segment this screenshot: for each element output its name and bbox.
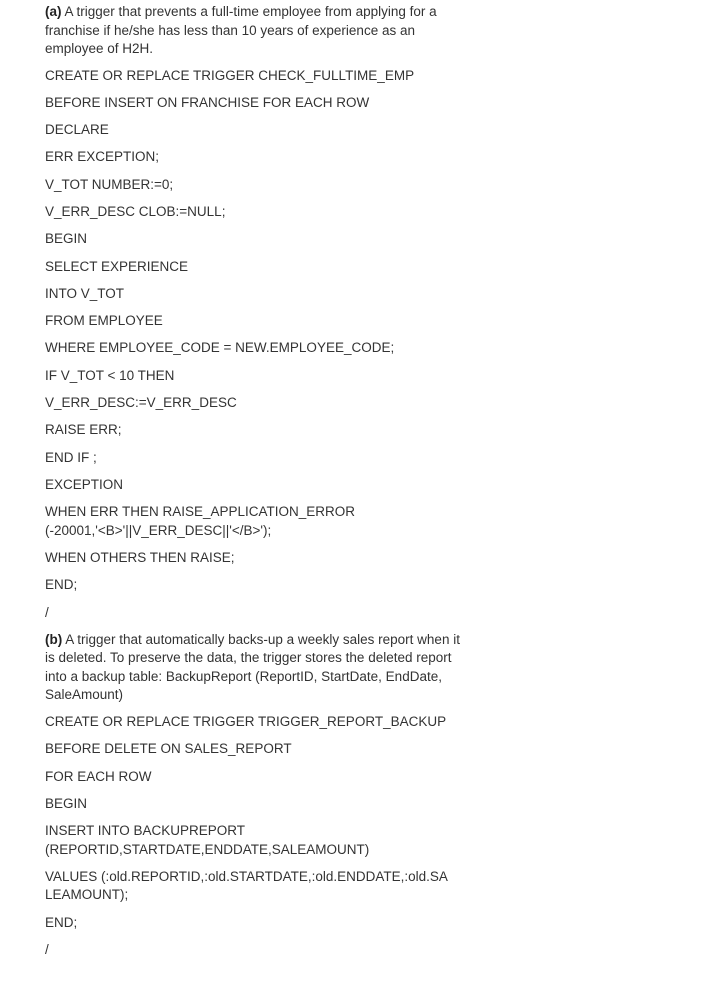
code-line: END;	[45, 577, 78, 593]
code-line: RAISE ERR;	[45, 422, 122, 438]
document-body	[45, 0, 465, 968]
part-a-code	[45, 67, 465, 623]
code-line: END IF ;	[45, 449, 97, 465]
code-line: END;	[45, 914, 78, 930]
part-b-label: (b)	[45, 631, 63, 647]
code-line: INTO V_TOT	[45, 285, 125, 301]
code-line: DECLARE	[45, 122, 109, 138]
part-a-label: (a)	[45, 4, 62, 19]
code-line: BEGIN	[45, 231, 88, 247]
code-line: VALUES (:old.REPORTID,:old.STARTDATE,:old.ENDDATE,:old.SALEAMOUNT);	[45, 868, 448, 903]
code-line: IF V_TOT < 10 THEN	[45, 367, 175, 383]
part-b-code	[45, 713, 465, 960]
code-line: FOR EACH ROW	[45, 768, 152, 784]
part-b-text: A trigger that automatically backs-up a weekly sales report when it is deleted. To preserve the data, the trigger stores the deleted report into a backup table: BackupReport (ReportID, StartDate, EndDate, SaleAmount)	[45, 631, 460, 703]
code-line: CREATE OR REPLACE TRIGGER TRIGGER_REPORT_BACKUP	[45, 713, 447, 729]
code-line: WHEN ERR THEN RAISE_APPLICATION_ERROR (-20001,'<B>'||V_ERR_DESC||'</B>');	[45, 504, 356, 538]
part-a-description	[45, 3, 465, 59]
code-line: BEGIN	[45, 795, 88, 811]
code-line: /	[45, 942, 49, 958]
code-line: WHEN OTHERS THEN RAISE;	[45, 550, 235, 566]
code-line: SELECT EXPERIENCE	[45, 258, 189, 274]
part-a-text: A trigger that prevents a full-time employee from applying for a franchise if he/she has less than 10 years of experience as an employee of H2H.	[45, 4, 437, 56]
code-line: V_ERR_DESC:=V_ERR_DESC	[45, 395, 237, 411]
code-line: V_TOT NUMBER:=0;	[45, 176, 174, 192]
code-line: CREATE OR REPLACE TRIGGER CHECK_FULLTIME_EMP	[45, 67, 415, 83]
code-line: EXCEPTION	[45, 476, 124, 492]
code-line: V_ERR_DESC CLOB:=NULL;	[45, 203, 226, 219]
code-line: /	[45, 604, 49, 620]
code-line: ERR EXCEPTION;	[45, 149, 160, 165]
part-b-description	[45, 631, 465, 705]
code-line: BEFORE DELETE ON SALES_REPORT	[45, 741, 292, 757]
code-line: INSERT INTO BACKUPREPORT (REPORTID,STARTDATE,ENDDATE,SALEAMOUNT)	[45, 823, 370, 857]
code-line: BEFORE INSERT ON FRANCHISE FOR EACH ROW	[45, 94, 370, 110]
code-line: FROM EMPLOYEE	[45, 313, 163, 329]
code-line: WHERE EMPLOYEE_CODE = NEW.EMPLOYEE_CODE;	[45, 340, 395, 356]
